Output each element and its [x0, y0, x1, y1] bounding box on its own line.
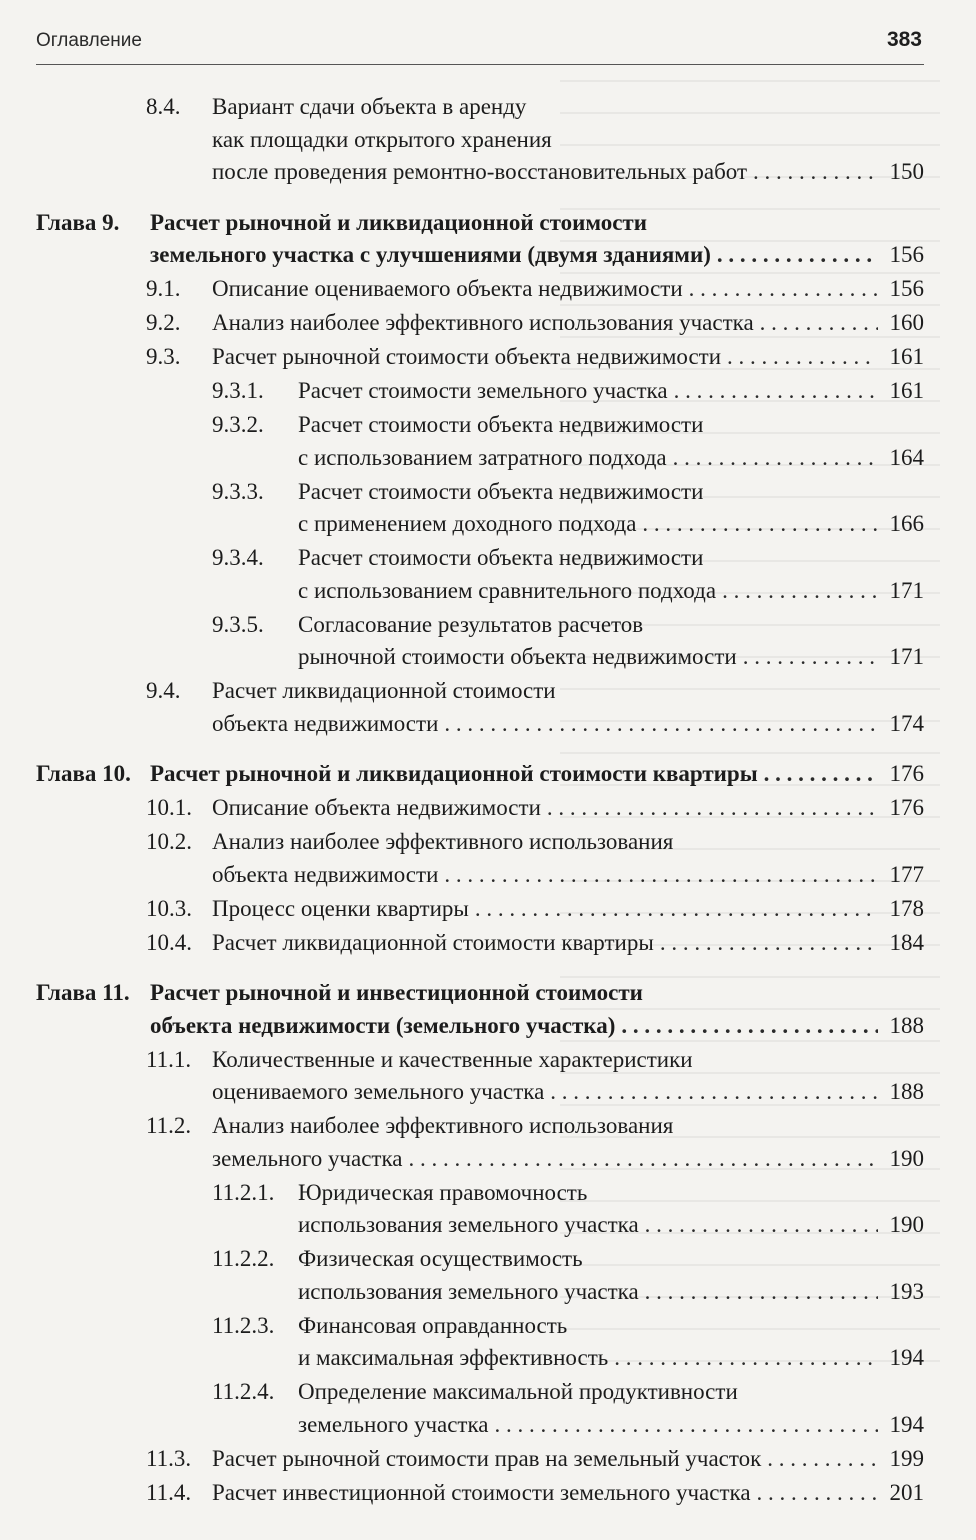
dot-leader: [409, 1144, 878, 1174]
toc-entry-page: 193: [889, 1278, 924, 1304]
dot-leader: [767, 1444, 878, 1474]
toc-entry-line: [0, 928, 924, 958]
toc-entry-number: 9.3.2.: [212, 412, 264, 437]
toc-entry-page: 190: [889, 1212, 924, 1237]
toc-entry-title: использования земельного участка: [298, 1278, 639, 1304]
dot-leader: [614, 1343, 878, 1373]
toc-entry-line: [0, 157, 924, 187]
toc-entry-line: [0, 1011, 924, 1041]
toc-entry-title: Определение максимальной продуктивности: [298, 1379, 738, 1404]
toc-entry-title: объекта недвижимости: [212, 861, 439, 887]
toc-entry-title: Расчет рыночной стоимости прав на земельный участок: [212, 1445, 762, 1471]
toc-entry-line: [0, 576, 924, 606]
toc-entry-line: [0, 1277, 924, 1307]
dot-leader: [475, 894, 878, 924]
dot-leader: [660, 928, 878, 958]
toc-entry-title: с использованием затратного подхода: [298, 444, 667, 470]
dot-leader: [717, 240, 878, 270]
toc-entry-number: 9.3.1.: [212, 378, 264, 403]
toc-entry-page: 178: [889, 895, 924, 921]
toc-entry-line: [0, 1111, 924, 1141]
toc-entry-page: 161: [889, 378, 924, 403]
toc-entry-title: Процесс оценки квартиры: [212, 895, 469, 921]
toc-entry-title: после проведения ремонтно-восстановительных работ: [212, 159, 748, 184]
dot-leader: [722, 576, 878, 606]
toc-entry-line: [0, 1210, 924, 1240]
dot-leader: [727, 342, 878, 372]
toc-entry-title: объекта недвижимости: [212, 710, 439, 736]
toc-entry-number: Глава 11.: [36, 980, 130, 1005]
toc-entry-title: Юридическая правомочность: [298, 1179, 588, 1205]
toc-entry-line: [0, 1343, 924, 1373]
toc-entry-number: 9.1.: [146, 276, 181, 301]
toc-entry-title: Анализ наиболее эффективного использования участка: [212, 310, 754, 335]
toc-entry-title: с использованием сравнительного подхода: [298, 577, 717, 603]
dot-leader: [673, 443, 878, 473]
toc-entry-page: 194: [889, 1411, 924, 1437]
toc-entry-line: [0, 1045, 924, 1075]
toc-entry-title: Расчет рыночной и ликвидационной стоимости: [150, 209, 647, 235]
dot-leader: [550, 1077, 878, 1107]
toc-entry-page: 176: [889, 761, 924, 786]
toc-entry-page: 166: [889, 511, 924, 536]
toc-entry-number: 9.3.4.: [212, 545, 264, 570]
dot-leader: [444, 709, 878, 739]
toc-entry-title: Расчет рыночной и инвестиционной стоимости: [150, 980, 643, 1005]
toc-entry-line: [0, 759, 924, 789]
toc-entry-line: [0, 642, 924, 672]
toc-entry-title: Расчет инвестиционной стоимости земельного участка: [212, 1479, 751, 1505]
toc-entry-page: 171: [889, 644, 924, 669]
toc-entry-line: [0, 410, 924, 440]
toc-entry-title: Физическая осуществимость: [298, 1246, 583, 1271]
dot-leader: [753, 157, 878, 187]
toc-entry-number: 10.4.: [146, 929, 192, 955]
toc-entry-page: 177: [889, 861, 924, 887]
toc-entry-title: Анализ наиболее эффективного использования: [212, 1113, 674, 1138]
toc-entry-line: [0, 793, 924, 823]
toc-entry-page: 161: [889, 344, 924, 369]
dot-leader: [674, 376, 878, 406]
toc-entry-title: Расчет стоимости объекта недвижимости: [298, 412, 704, 437]
toc-entry-page: 156: [889, 242, 924, 267]
header-rule: [36, 64, 924, 65]
dot-leader: [760, 308, 878, 338]
toc-entry-line: [0, 1144, 924, 1174]
toc-entry-title: и максимальная эффективность: [298, 1345, 609, 1370]
toc-entry-page: 164: [889, 444, 924, 470]
toc-entry-line: [0, 1311, 924, 1341]
toc-entry-page: 199: [889, 1445, 924, 1471]
toc-entry-title: Согласование результатов расчетов: [298, 611, 644, 637]
toc-entry-number: 9.4.: [146, 678, 181, 703]
toc-entry-line: [0, 894, 924, 924]
toc-entry-line: [0, 92, 924, 122]
toc-entry-line: [0, 1444, 924, 1474]
toc-entry-number: 11.4.: [146, 1479, 192, 1505]
toc-entry-line: [0, 1377, 924, 1407]
dot-leader: [621, 1011, 878, 1041]
dot-leader: [689, 274, 878, 304]
toc-entry-line: [0, 610, 924, 640]
toc-entry-title: как площадки открытого хранения: [212, 126, 552, 152]
toc-entry-number: Глава 9.: [36, 209, 120, 235]
toc-entry-title: Расчет рыночной стоимости объекта недвижимости: [212, 344, 722, 369]
toc-entry-page: 184: [889, 929, 924, 955]
toc-entry-line: [0, 1410, 924, 1440]
toc-entry-title: Финансовая оправданность: [298, 1312, 568, 1338]
toc-entry-number: 11.2.1.: [212, 1179, 275, 1205]
toc-entry-line: [0, 978, 924, 1008]
toc-entry-title: Расчет рыночной и ликвидационной стоимости квартиры: [150, 761, 758, 786]
dot-leader: [444, 860, 878, 890]
toc-entry-title: рыночной стоимости объекта недвижимости: [298, 644, 737, 669]
toc-entry-page: 201: [889, 1479, 924, 1505]
toc-entry-line: [0, 240, 924, 270]
toc-entry-number: Глава 10.: [36, 761, 131, 786]
toc-entry-page: 156: [889, 276, 924, 301]
toc-entry-title: Описание объекта недвижимости: [212, 795, 541, 820]
dot-leader: [495, 1410, 878, 1440]
toc-entry-page: 171: [889, 577, 924, 603]
toc-entry-title: земельного участка: [212, 1145, 403, 1171]
toc-entry-line: [0, 308, 924, 338]
page-number: 383: [886, 28, 922, 51]
toc-entry-page: 188: [889, 1012, 924, 1038]
toc-entry-line: [0, 443, 924, 473]
toc-entry-line: [0, 676, 924, 706]
toc-entry-line: [0, 860, 924, 890]
toc-entry-number: 9.3.3.: [212, 478, 264, 504]
toc-entry-page: 174: [889, 710, 924, 736]
toc-entry-title: объекта недвижимости (земельного участка): [150, 1012, 616, 1038]
toc-entry-line: [0, 376, 924, 406]
toc-entry-number: 10.3.: [146, 895, 192, 921]
dot-leader: [764, 759, 878, 789]
toc-entry-line: [0, 1178, 924, 1208]
toc-entry-title: оцениваемого земельного участка: [212, 1079, 545, 1104]
toc-entry-title: земельного участка с улучшениями (двумя зданиями): [150, 242, 711, 267]
toc-entry-title: Вариант сдачи объекта в аренду: [212, 94, 527, 119]
toc-entry-title: Описание оцениваемого объекта недвижимости: [212, 276, 683, 301]
toc-entry-line: [0, 1478, 924, 1508]
dot-leader: [645, 1277, 878, 1307]
toc-entry-title: использования земельного участка: [298, 1212, 639, 1237]
toc-entry-number: 11.3.: [146, 1445, 192, 1471]
toc-entry-number: 10.1.: [146, 795, 192, 820]
toc-entry-page: 194: [889, 1345, 924, 1370]
toc-entry-line: [0, 1077, 924, 1107]
toc-entry-title: Расчет стоимости объекта недвижимости: [298, 478, 704, 504]
toc-entry-line: [0, 1244, 924, 1274]
toc-entry-title: Анализ наиболее эффективного использования: [212, 829, 674, 854]
dot-leader: [645, 1210, 878, 1240]
toc-entry-line: [0, 709, 924, 739]
dot-leader: [642, 509, 878, 539]
toc-entry-number: 11.2.2.: [212, 1246, 275, 1271]
toc-entry-line: [0, 342, 924, 372]
toc-entry-line: [0, 477, 924, 507]
toc-entry-title: Расчет ликвидационной стоимости: [212, 678, 556, 703]
dot-leader: [547, 793, 878, 823]
toc-entry-number: 11.2.4.: [212, 1379, 275, 1404]
toc-entry-title: Расчет стоимости объекта недвижимости: [298, 545, 704, 570]
toc-entry-number: 10.2.: [146, 829, 192, 854]
toc-entry-line: [0, 125, 924, 155]
toc-entry-number: 9.3.5.: [212, 611, 264, 637]
toc-entry-title: Расчет стоимости земельного участка: [298, 378, 668, 403]
toc-entry-line: [0, 543, 924, 573]
toc-entry-page: 188: [889, 1079, 924, 1104]
toc-entry-title: Количественные и качественные характеристики: [212, 1046, 693, 1072]
toc-entry-number: 9.2.: [146, 310, 181, 335]
running-header-title: Оглавление: [36, 30, 142, 51]
toc-entry-number: 11.2.: [146, 1113, 192, 1138]
dot-leader: [757, 1478, 878, 1508]
toc-entry-number: 9.3.: [146, 344, 181, 369]
toc-entry-title: с применением доходного подхода: [298, 511, 637, 536]
toc-entry-title: земельного участка: [298, 1411, 489, 1437]
toc-entry-number: 11.1.: [146, 1046, 192, 1072]
toc-entry-page: 160: [889, 310, 924, 335]
toc-entry-line: [0, 827, 924, 857]
toc-entry-number: 8.4.: [146, 94, 181, 119]
toc-entry-page: 190: [889, 1145, 924, 1171]
toc-entry-line: [0, 208, 924, 238]
toc-entry-line: [0, 509, 924, 539]
toc-entry-page: 176: [889, 795, 924, 820]
toc-entry-line: [0, 274, 924, 304]
dot-leader: [743, 642, 878, 672]
toc-entry-number: 11.2.3.: [212, 1312, 275, 1338]
toc-entry-page: 150: [889, 159, 924, 184]
toc-entry-title: Расчет ликвидационной стоимости квартиры: [212, 929, 654, 955]
